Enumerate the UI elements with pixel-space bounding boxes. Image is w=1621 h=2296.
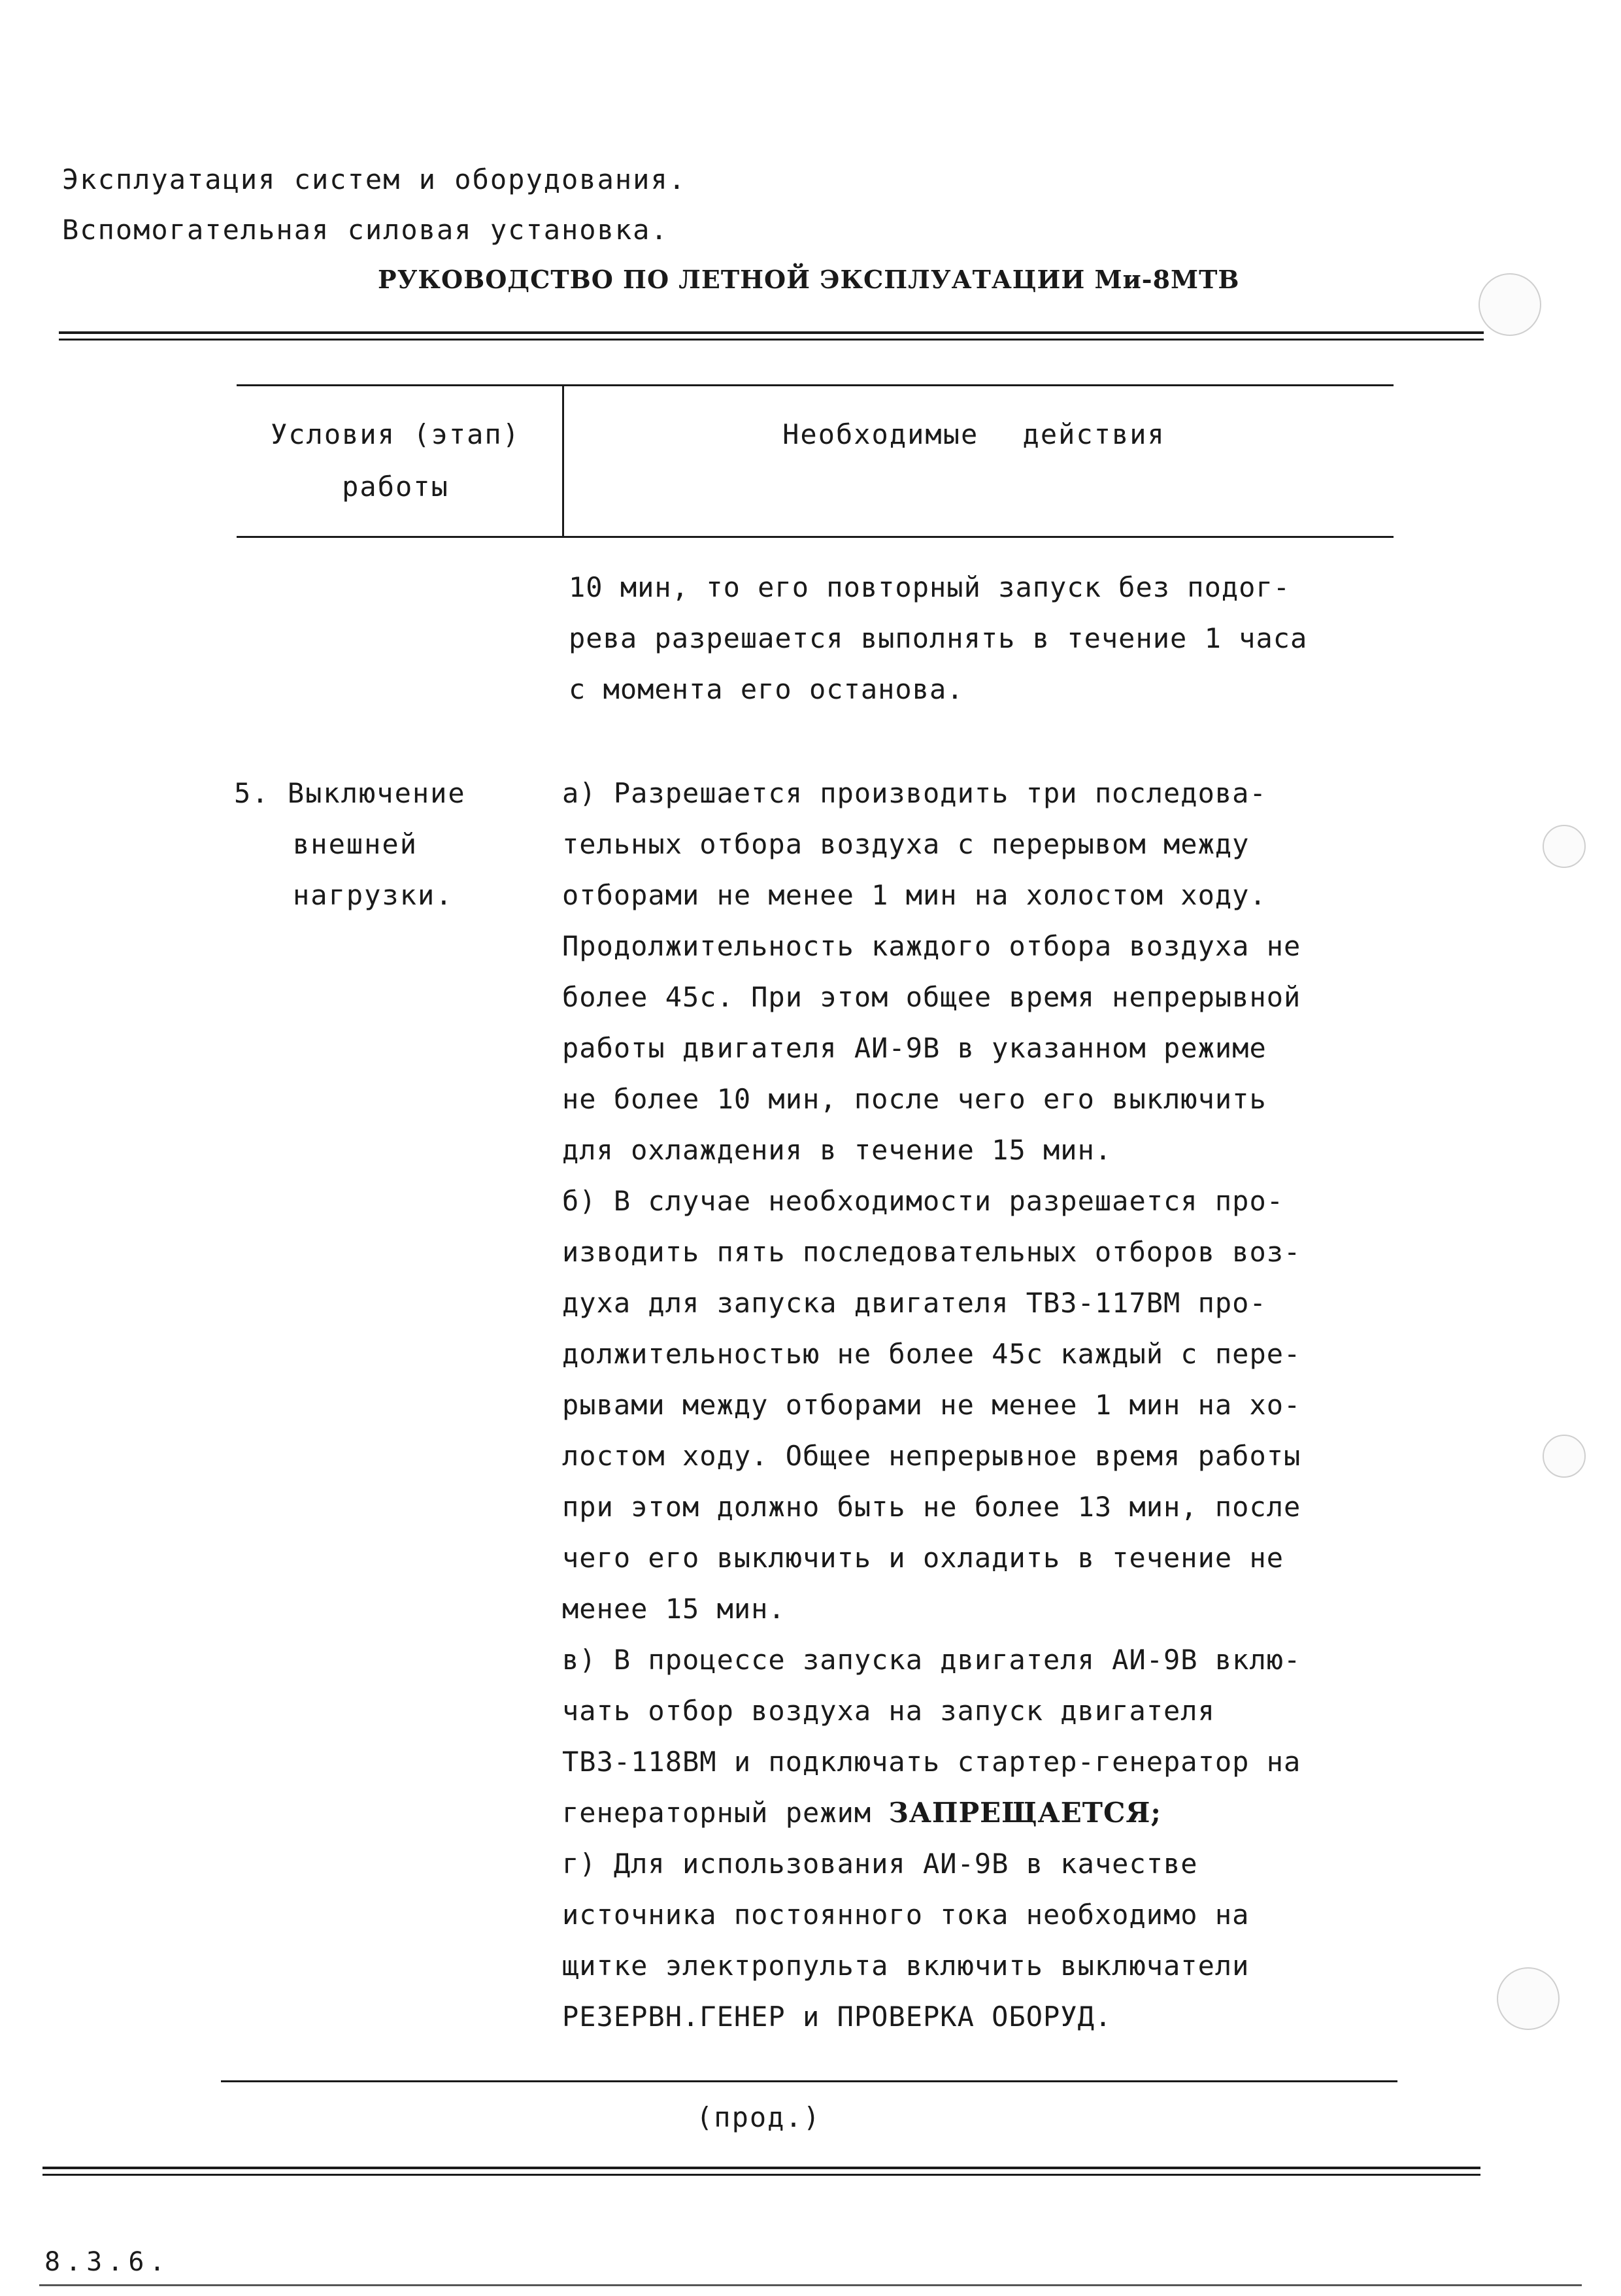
column-header-conditions: Условия (этап) (270, 418, 520, 450)
text-line: а) Разрешается производить три последова- (562, 777, 1267, 809)
table-header-divider (562, 384, 564, 536)
text-line: при этом должно быть не более 13 мин, после (562, 1491, 1301, 1523)
continued-marker: (прод.) (696, 2101, 822, 2133)
binder-hole (1497, 1967, 1560, 2030)
text-line: духа для запуска двигателя ТВЗ-117ВМ про- (562, 1287, 1267, 1319)
binder-hole (1479, 273, 1541, 336)
content-bottom-rule (221, 2080, 1397, 2082)
text-line (562, 1788, 1301, 1838)
text-line: 10 мин, то его повторный запуск без подог- (569, 571, 1291, 603)
text-line: чего его выключить и охладить в течение не (562, 1542, 1284, 1574)
table-header-top-rule (237, 384, 1394, 386)
section-title: Эксплуатация систем и оборудования. (62, 163, 687, 195)
text-line: работы двигателя АИ-9В в указанном режиме (562, 1032, 1267, 1064)
text-line: для охлаждения в течение 15 мин. (562, 1134, 1112, 1166)
binder-hole (1543, 825, 1586, 868)
text-line: изводить пять последовательных отборов воз- (562, 1236, 1301, 1268)
condition-line: внешней (293, 828, 418, 860)
text-line: более 45с. При этом общее время непрерывной (562, 981, 1301, 1013)
text-line: ТВЗ-118ВМ и подключать стартер-генератор на (562, 1746, 1301, 1778)
text-line: должительностью не более 45с каждый с пере- (562, 1338, 1301, 1370)
text-line: в) В процессе запуска двигателя АИ-9В вклю- (562, 1644, 1301, 1676)
text-line: отборами не менее 1 мин на холостом ходу. (562, 879, 1267, 911)
table-header-bottom-rule (237, 536, 1394, 538)
text-line: г) Для использования АИ-9В в качестве (562, 1848, 1198, 1880)
page-bottom-edge (39, 2284, 1582, 2286)
text-line: тельных отбора воздуха с перерывом между (562, 828, 1250, 860)
header-rule-bottom (59, 339, 1484, 341)
text-line: Продолжительность каждого отбора воздуха не (562, 930, 1301, 962)
text-line: б) В случае необходимости разрешается про- (562, 1185, 1284, 1217)
condition-line: нагрузки. (293, 879, 454, 911)
footer-rule-top (42, 2167, 1480, 2169)
text-line: рывами между отборами не менее 1 мин на хо- (562, 1389, 1301, 1421)
item5-condition (234, 768, 466, 921)
column-header-conditions-line2: работы (342, 471, 449, 503)
prohibited-emphasis: ЗАПРЕЩАЕТСЯ; (888, 1797, 1161, 1829)
text-line: рева разрешается выполнять в течение 1 часа (569, 622, 1308, 654)
header-rule-top (59, 331, 1484, 334)
condition-line: 5. Выключение (234, 777, 466, 809)
text-line: РЕЗЕРВН.ГЕНЕР и ПРОВЕРКА ОБОРУД. (562, 2001, 1112, 2033)
text-line: щитке электропульта включить выключатели (562, 1950, 1250, 1982)
manual-title: РУКОВОДСТВО ПО ЛЕТНОЙ ЭКСПЛУАТАЦИИ Ми-8МТВ (378, 265, 1240, 294)
footer-rule-bottom (42, 2174, 1480, 2176)
text-line: с момента его останова. (569, 673, 964, 705)
subsection-title: Вспомогательная силовая установка. (62, 214, 669, 246)
text-line: не более 10 мин, после чего его выключить (562, 1083, 1267, 1115)
text-line: источника постоянного тока необходимо на (562, 1899, 1250, 1931)
text-line: чать отбор воздуха на запуск двигателя (562, 1695, 1215, 1727)
text-fragment: генераторный режим (562, 1797, 889, 1829)
column-header-actions: Необходимые действия (782, 418, 1165, 450)
page-number: 8.3.6. (44, 2247, 171, 2277)
text-line: менее 15 мин. (562, 1593, 786, 1625)
binder-hole (1543, 1435, 1586, 1478)
continuation-block (569, 562, 1307, 715)
item5-actions (562, 768, 1301, 2042)
text-line: лостом ходу. Общее непрерывное время работы (562, 1440, 1301, 1472)
